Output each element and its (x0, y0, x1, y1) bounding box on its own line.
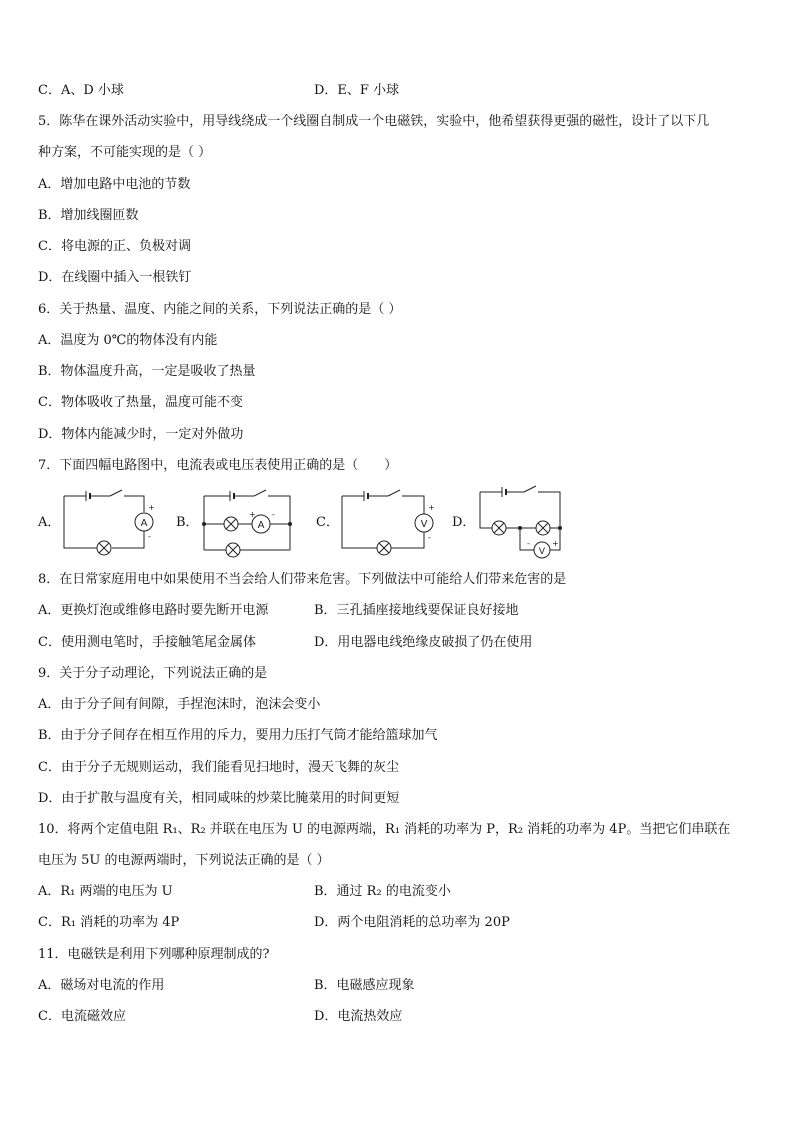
q11-stem: 11．电磁铁是利用下列哪种原理制成的? (38, 947, 270, 962)
ammeter-plus: + (249, 510, 256, 519)
q7-circuit-a (60, 486, 160, 556)
q9-stem: 9．关于分子动理论，下列说法正确的是 (38, 666, 268, 681)
voltmeter-symbol: V (420, 519, 428, 530)
q10-option-d: D．两个电阻消耗的总功率为 20P (314, 915, 510, 930)
ammeter-minus: - (272, 510, 275, 519)
q5-option-d: D．在线圈中插入一根铁钉 (38, 270, 192, 285)
q8-option-a: A．更换灯泡或维修电路时要先断开电源 (38, 603, 269, 618)
q5-option-b: B．增加线圈匝数 (38, 208, 139, 223)
q5-option-a: A．增加电路中电池的节数 (38, 177, 191, 192)
q7-label-a: A． (38, 515, 61, 530)
q4-option-c: C．A、D 小球 (38, 83, 124, 98)
voltmeter-minus: - (428, 533, 431, 542)
switch-blade (524, 486, 536, 492)
ammeter-minus: - (148, 532, 151, 541)
q8-stem: 8．在日常家庭用电中如果使用不当会给人们带来危害。下列做法中可能给人们带来危害的是 (38, 572, 567, 587)
voltmeter-plus: + (552, 539, 559, 548)
q8-option-c: C．使用测电笔时，手接触笔尾金属体 (38, 635, 256, 650)
q7-label-c: C． (316, 515, 339, 530)
voltmeter-plus: + (428, 503, 435, 512)
q5-option-c: C．将电源的正、负极对调 (38, 239, 191, 254)
ammeter-symbol: A (140, 518, 148, 529)
switch-blade (388, 490, 400, 496)
q9-option-a: A．由于分子间有间隙，手捏泡沫时，泡沫会变小 (38, 697, 321, 712)
q7-circuit-c (338, 486, 438, 556)
q10-stem-line1: 10．将两个定值电阻 R₁、R₂ 并联在电压为 U 的电源两端，R₁ 消耗的功率为 P，R₂ 消耗的功率为 4P。当把它们串联在 (38, 822, 731, 837)
q7-stem: 7．下面四幅电路图中，电流表或电压表使用正确的是（ ） (38, 458, 398, 473)
q7-circuit-b (200, 486, 296, 558)
ammeter-plus: + (148, 503, 155, 512)
q11-option-d: D．电流热效应 (314, 1009, 403, 1024)
q5-stem-line1: 5．陈华在课外活动实验中，用导线绕成一个线圈自制成一个电磁铁，实验中，他希望获得更强的磁性，设计了以下几 (38, 114, 710, 129)
q7-label-d: D． (452, 515, 476, 530)
ammeter-symbol: A (257, 520, 265, 531)
q8-option-b: B．三孔插座接地线要保证良好接地 (314, 603, 519, 618)
q10-option-b: B．通过 R₂ 的电流变小 (314, 884, 451, 899)
q11-option-a: A．磁场对电流的作用 (38, 978, 165, 993)
q7-label-b: B． (176, 515, 199, 530)
q6-option-c: C．物体吸收了热量，温度可能不变 (38, 395, 243, 410)
q10-option-c: C．R₁ 消耗的功率为 4P (38, 915, 180, 930)
q10-stem-line2: 电压为 5U 的电源两端时，下列说法正确的是（ ） (38, 853, 330, 868)
switch-blade (110, 490, 122, 496)
q11-option-b: B．电磁感应现象 (314, 978, 415, 993)
q8-option-d: D．用电器电线绝缘皮破损了仍在使用 (314, 635, 533, 650)
q7-circuit-d (474, 482, 566, 564)
q6-option-d: D．物体内能减少时，一定对外做功 (38, 427, 244, 442)
q9-option-d: D．由于扩散与温度有关，相同咸味的炒菜比腌菜用的时间更短 (38, 791, 400, 806)
q9-option-b: B．由于分子间存在相互作用的斥力，要用力压打气筒才能给篮球加气 (38, 728, 438, 743)
q6-option-a: A．温度为 0℃的物体没有内能 (38, 333, 218, 348)
q10-option-a: A．R₁ 两端的电压为 U (38, 884, 173, 899)
q4-option-d: D．E、F 小球 (314, 83, 400, 98)
voltmeter-symbol: V (538, 547, 546, 557)
q11-option-c: C．电流磁效应 (38, 1009, 126, 1024)
q6-stem: 6．关于热量、温度、内能之间的关系，下列说法正确的是（ ） (38, 302, 402, 317)
switch-blade (254, 490, 266, 496)
q9-option-c: C．由于分子无规则运动，我们能看见扫地时，漫天飞舞的灰尘 (38, 760, 399, 775)
q6-option-b: B．物体温度升高，一定是吸收了热量 (38, 364, 256, 379)
q5-stem-line2: 种方案，不可能实现的是（ ） (38, 145, 212, 160)
voltmeter-minus: - (527, 539, 530, 548)
